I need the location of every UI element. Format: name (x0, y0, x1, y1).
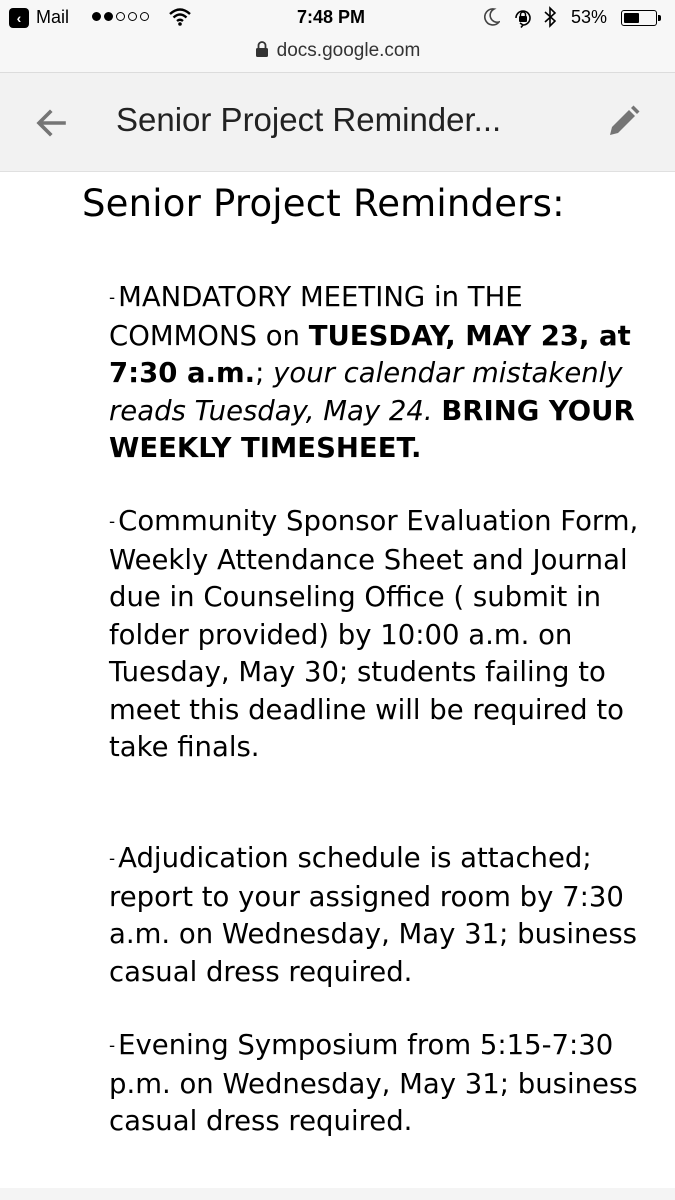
calendar-note-italic: your calendar mistakenly reads Tuesday, May 24. (109, 357, 623, 427)
moon-icon (484, 8, 500, 31)
back-chevron-icon[interactable]: ‹ (9, 8, 29, 28)
adjudication-text: Adjudication schedule is attached; report to your assigned room by 7:30 a.m. on Wednesday, May 31; business casual dress required. (109, 842, 638, 988)
status-bar (0, 0, 675, 36)
document-heading: Senior Project Reminders: (82, 182, 565, 225)
bullet-dash: - (109, 849, 116, 869)
reminder-paragraph-meeting (109, 279, 649, 468)
bluetooth-icon (543, 6, 557, 33)
meeting-text: MANDATORY MEETING in THE COMMONS on (109, 281, 523, 352)
signal-dots-icon (92, 12, 149, 21)
url-bar[interactable] (0, 36, 675, 72)
bottom-toolbar-edge (0, 1188, 675, 1200)
back-arrow-icon[interactable] (30, 105, 70, 141)
reminder-paragraph-symposium (109, 1027, 649, 1141)
reminder-paragraph-forms (109, 503, 649, 767)
wifi-icon (168, 7, 192, 32)
document-title: Senior Project Reminder... (116, 101, 502, 138)
orientation-lock-icon (512, 8, 534, 33)
url-domain: docs.google.com (276, 40, 421, 61)
bullet-dash: - (109, 512, 116, 532)
status-time: 7:48 PM (297, 7, 366, 27)
docs-header (0, 72, 675, 172)
battery-icon (621, 10, 657, 26)
meeting-separator: ; (255, 357, 274, 389)
back-to-app-label[interactable]: Mail (36, 7, 70, 27)
battery-percent: 53% (571, 7, 608, 27)
lock-icon (255, 38, 269, 68)
bullet-dash: - (109, 288, 116, 308)
reminder-paragraph-adjudication (109, 840, 649, 991)
document-body (0, 172, 675, 1200)
timesheet-note-bold: BRING YOUR WEEKLY TIMESHEET. (109, 394, 635, 464)
meeting-date-bold: TUESDAY, MAY 23, at 7:30 a.m. (109, 319, 631, 389)
pencil-icon[interactable] (604, 103, 642, 145)
forms-text: Community Sponsor Evaluation Form, Weekly Attendance Sheet and Journal due in Counseling Office ( submit in folder provided) by 10:00 a.m. on Tuesday, May 30; students failing to meet this deadline will be required to take finals. (109, 505, 639, 763)
symposium-text: Evening Symposium from 5:15-7:30 p.m. on Wednesday, May 31; business casual dress required. (109, 1029, 638, 1137)
bullet-dash: - (109, 1036, 116, 1056)
battery-level-fill (624, 13, 639, 23)
